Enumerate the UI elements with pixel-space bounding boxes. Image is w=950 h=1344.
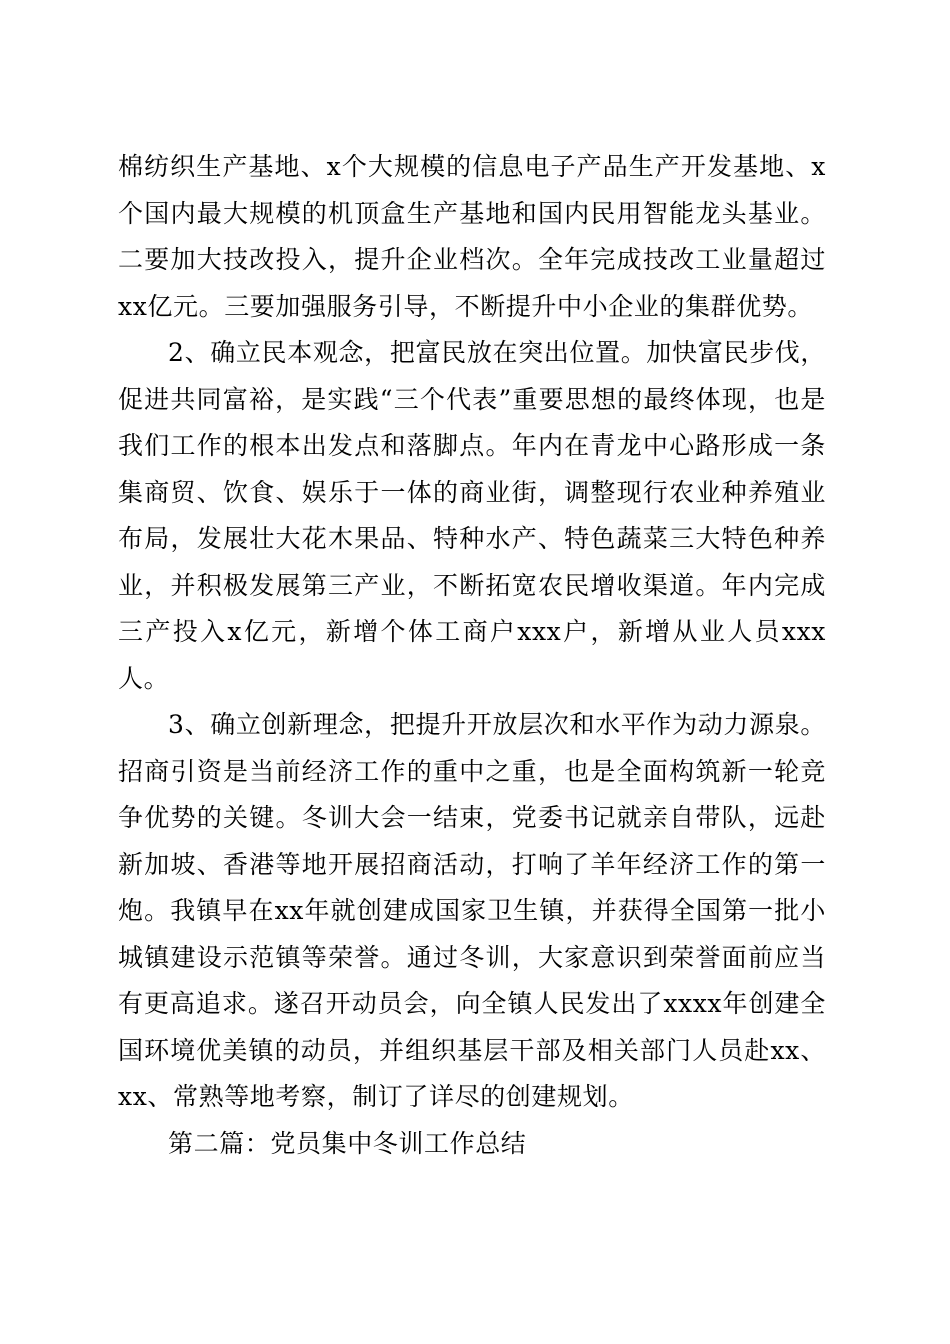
section-heading: 第二篇：党员集中冬训工作总结: [168, 1128, 527, 1158]
document-body: [118, 144, 826, 1167]
paragraph-continuation: 棉纺织生产基地、x个大规模的信息电子产品生产开发基地、x个国内最大规模的机顶盒生产基地和国内民用智能龙头基业。二要加大技改投入，提升企业档次。全年完成技改工业量超过xx亿元。三要加强服务引导，不断提升中小企业的集群优势。: [118, 152, 826, 321]
paragraph-3-chuangxin: 3、确立创新理念，把提升开放层次和水平作为动力源泉。招商引资是当前经济工作的重中之重，也是全面构筑新一轮竞争优势的关键。冬训大会一结束，党委书记就亲自带队，远赴新加坡、香港等地开展招商活动，打响了羊年经济工作的第一炮。我镇早在xx年就创建成国家卫生镇，并获得全国第一批小城镇建设示范镇等荣誉。通过冬训，大家意识到荣誉面前应当有更高追求。遂召开动员会，向全镇人民发出了xxxx年创建全国环境优美镇的动员，并组织基层干部及相关部门人员赴xx、xx、常熟等地考察，制订了详尽的创建规划。: [118, 710, 826, 1111]
paragraph-2-minben: 2、确立民本观念，把富民放在突出位置。加快富民步伐，促进共同富裕，是实践“三个代表”重要思想的最终体现，也是我们工作的根本出发点和落脚点。年内在青龙中心路形成一条集商贸、饮食、娱乐于一体的商业街，调整现行农业种养殖业布局，发展壮大花木果品、特种水产、特色蔬菜三大特色种养业，并积极发展第三产业，不断拓宽农民增收渠道。年内完成三产投入x亿元，新增个体工商户xxx户，新增从业人员xxx人。: [118, 338, 826, 693]
